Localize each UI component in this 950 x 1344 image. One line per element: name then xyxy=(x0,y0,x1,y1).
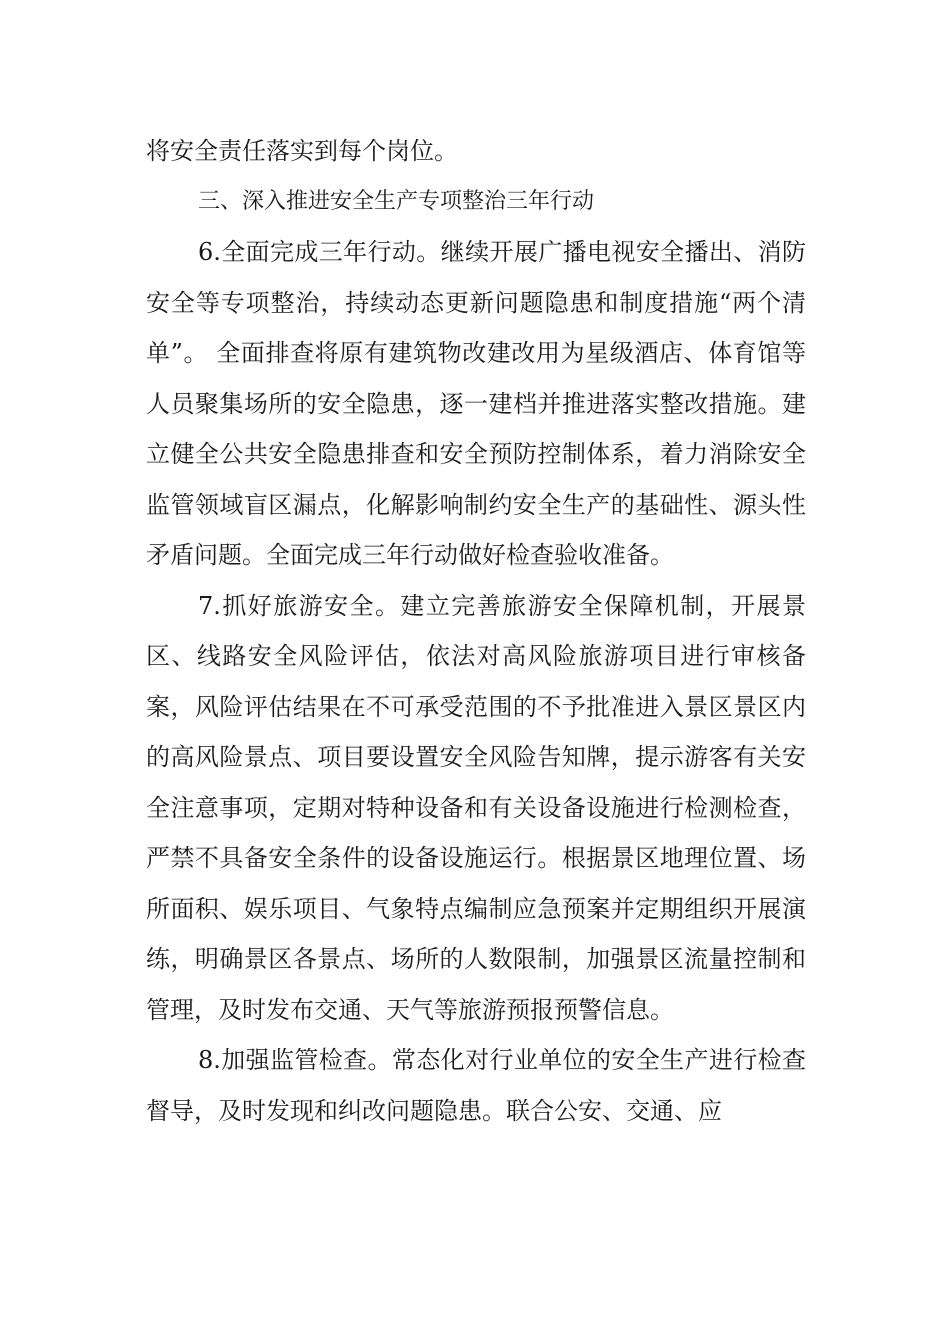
paragraph-item-7: 7.抓好旅游安全。建立完善旅游安全保障机制，开展景区、线路安全风险评估，依法对高风险旅游项目进行审核备案，风险评估结果在不可承受范围的不予批准进入景区景区内的高风险景点、项目要设置安全风险告知牌，提示游客有关安全注意事项，定期对特种设备和有关设备设施进行检测检查，严禁不具备安全条件的设备设施运行。根据景区地理位置、场所面积、娱乐项目、气象特点编制应急预案并定期组织开展演练，明确景区各景点、场所的人数限制，加强景区流量控制和管理，及时发布交通、天气等旅游预报预警信息。 xyxy=(146,591,806,1024)
section-heading: 三、深入推进安全生产专项整治三年行动 xyxy=(198,188,595,214)
paragraph-item-8: 8.加强监管检查。常态化对行业单位的安全生产进行检查督导，及时发现和纠改问题隐患。联合公安、交通、应 xyxy=(146,1046,806,1125)
document-body xyxy=(146,126,806,1136)
paragraph-continuation: 将安全责任落实到每个岗位。 xyxy=(146,137,458,165)
paragraph-item-6: 6.全面完成三年行动。继续开展广播电视安全播出、消防安全等专项整治，持续动态更新问题隐患和制度措施“两个清单”。 全面排查将原有建筑物改建改用为星级酒店、体育馆等人员聚集场所的安全隐患，逐一建档并推进落实整改措施。建立健全公共安全隐患排查和安全预防控制体系，着力消除安全监管领域盲区漏点，化解影响制约安全生产的基础性、源头性矛盾问题。全面完成三年行动做好检查验收准备。 xyxy=(146,238,806,569)
